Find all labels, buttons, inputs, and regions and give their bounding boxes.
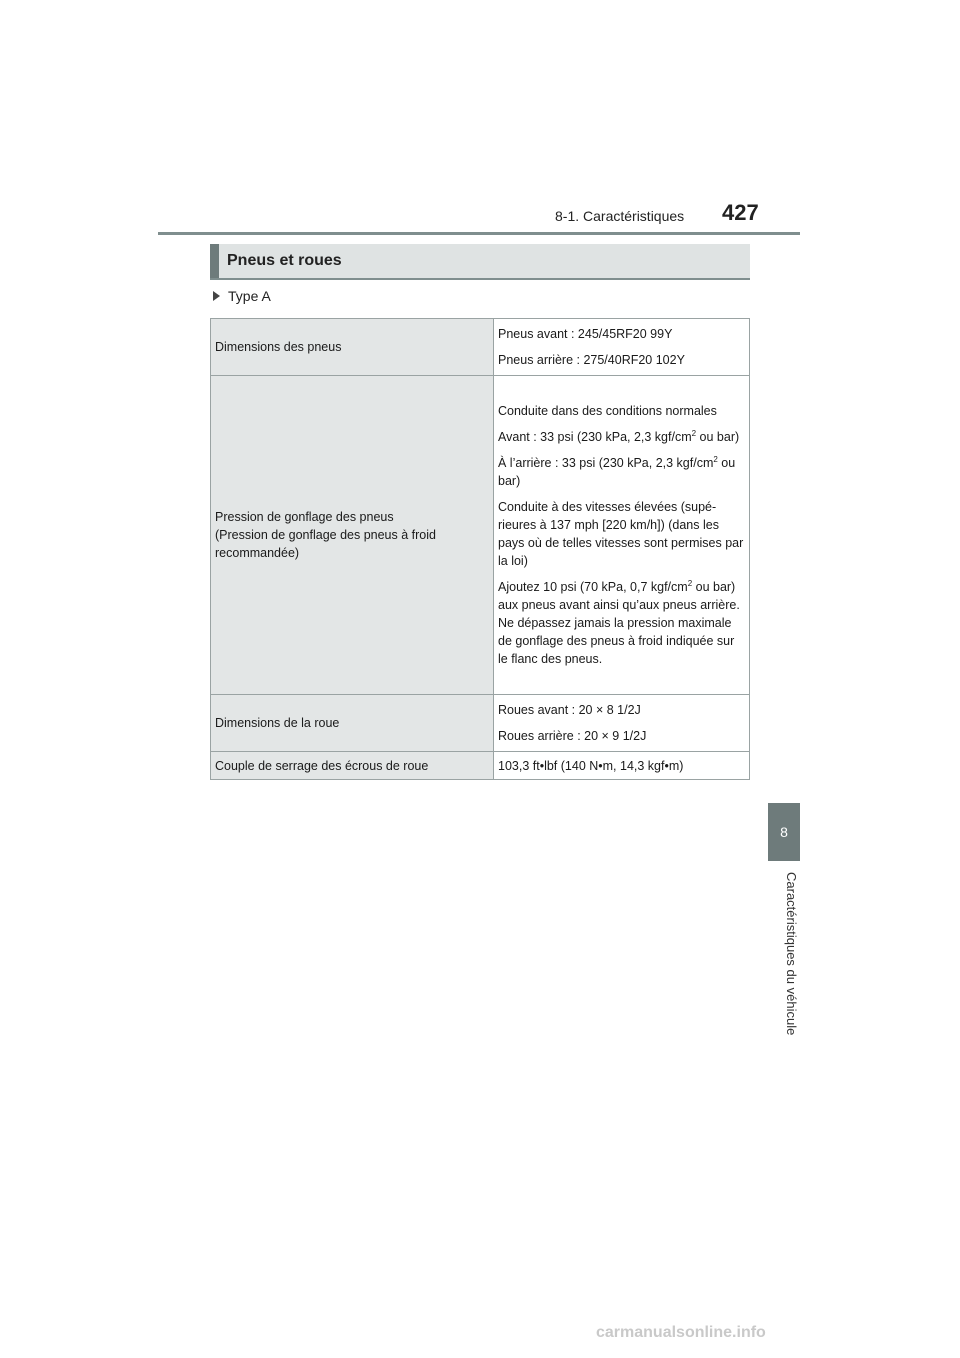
row-label: Dimensions des pneus [211, 319, 494, 376]
add-pressure: Ajoutez 10 psi (70 kPa, 0,7 kgf/$cm^2$ ou bar) aux pneus avant ainsi qu’aux pneus arrière. [498, 578, 740, 612]
watermark: carmanualsonline.info [596, 1324, 766, 1341]
table-row [211, 695, 750, 752]
pressure-label-line1: Pression de gonflage des pneus [215, 510, 394, 524]
row-label: Couple de serrage des écrous de roue [211, 752, 494, 780]
spec-table [210, 318, 750, 780]
section-title-text: Pneus et roues [227, 252, 342, 269]
row-label [211, 376, 494, 695]
pressure-warning: Ne dépassez jamais la pression maximale de gonflage des pneus à froid indiquée sur le flanc des pneus. [498, 616, 735, 666]
row-value [494, 376, 750, 695]
page-number: 427 [722, 200, 759, 225]
chapter-label: Caractéristiques du véhicule [784, 872, 799, 1036]
tire-rear: Pneus arrière : 275/40RF20 102Y [498, 353, 685, 367]
triangle-bullet-icon [213, 291, 220, 301]
rear-pressure: À l’arrière : 33 psi (230 kPa, 2,3 kgf/$cm^2$ ou bar) [498, 454, 736, 488]
high-speed-heading: Conduite à des vitesses élevées (supé-rieures à 137 mph [220 km/h]) (dans les pays où de telles vitesses sont permises par la loi) [498, 500, 744, 568]
row-value [494, 695, 750, 752]
front-pressure: Avant : 33 psi (230 kPa, 2,3 kgf/$cm^2$ ou bar) [498, 428, 740, 444]
table-row [211, 752, 750, 780]
tire-front: Pneus avant : 245/45RF20 99Y [498, 327, 673, 341]
pressure-label-line2: (Pression de gonflage des pneus à froid recommandée) [215, 528, 436, 560]
table-row [211, 319, 750, 376]
header-divider [158, 232, 800, 235]
row-label: Dimensions de la roue [211, 695, 494, 752]
wheel-front: Roues avant : 20 × 8 1/2J [498, 703, 641, 717]
wheel-rear: Roues arrière : 20 × 9 1/2J [498, 729, 647, 743]
normal-heading: Conduite dans des conditions normales [498, 404, 717, 418]
section-header: 8-1. Caractéristiques [555, 208, 685, 224]
chapter-number: 8 [780, 824, 788, 840]
subheading [213, 288, 271, 304]
row-value: 103,3 ft•lbf (140 N•m, 14,3 kgf•m) [494, 752, 750, 780]
chapter-tab [768, 803, 800, 861]
section-divider [210, 278, 750, 280]
subheading-text: Type A [228, 288, 271, 304]
section-title [210, 244, 750, 278]
row-value [494, 319, 750, 376]
table-row [211, 376, 750, 695]
